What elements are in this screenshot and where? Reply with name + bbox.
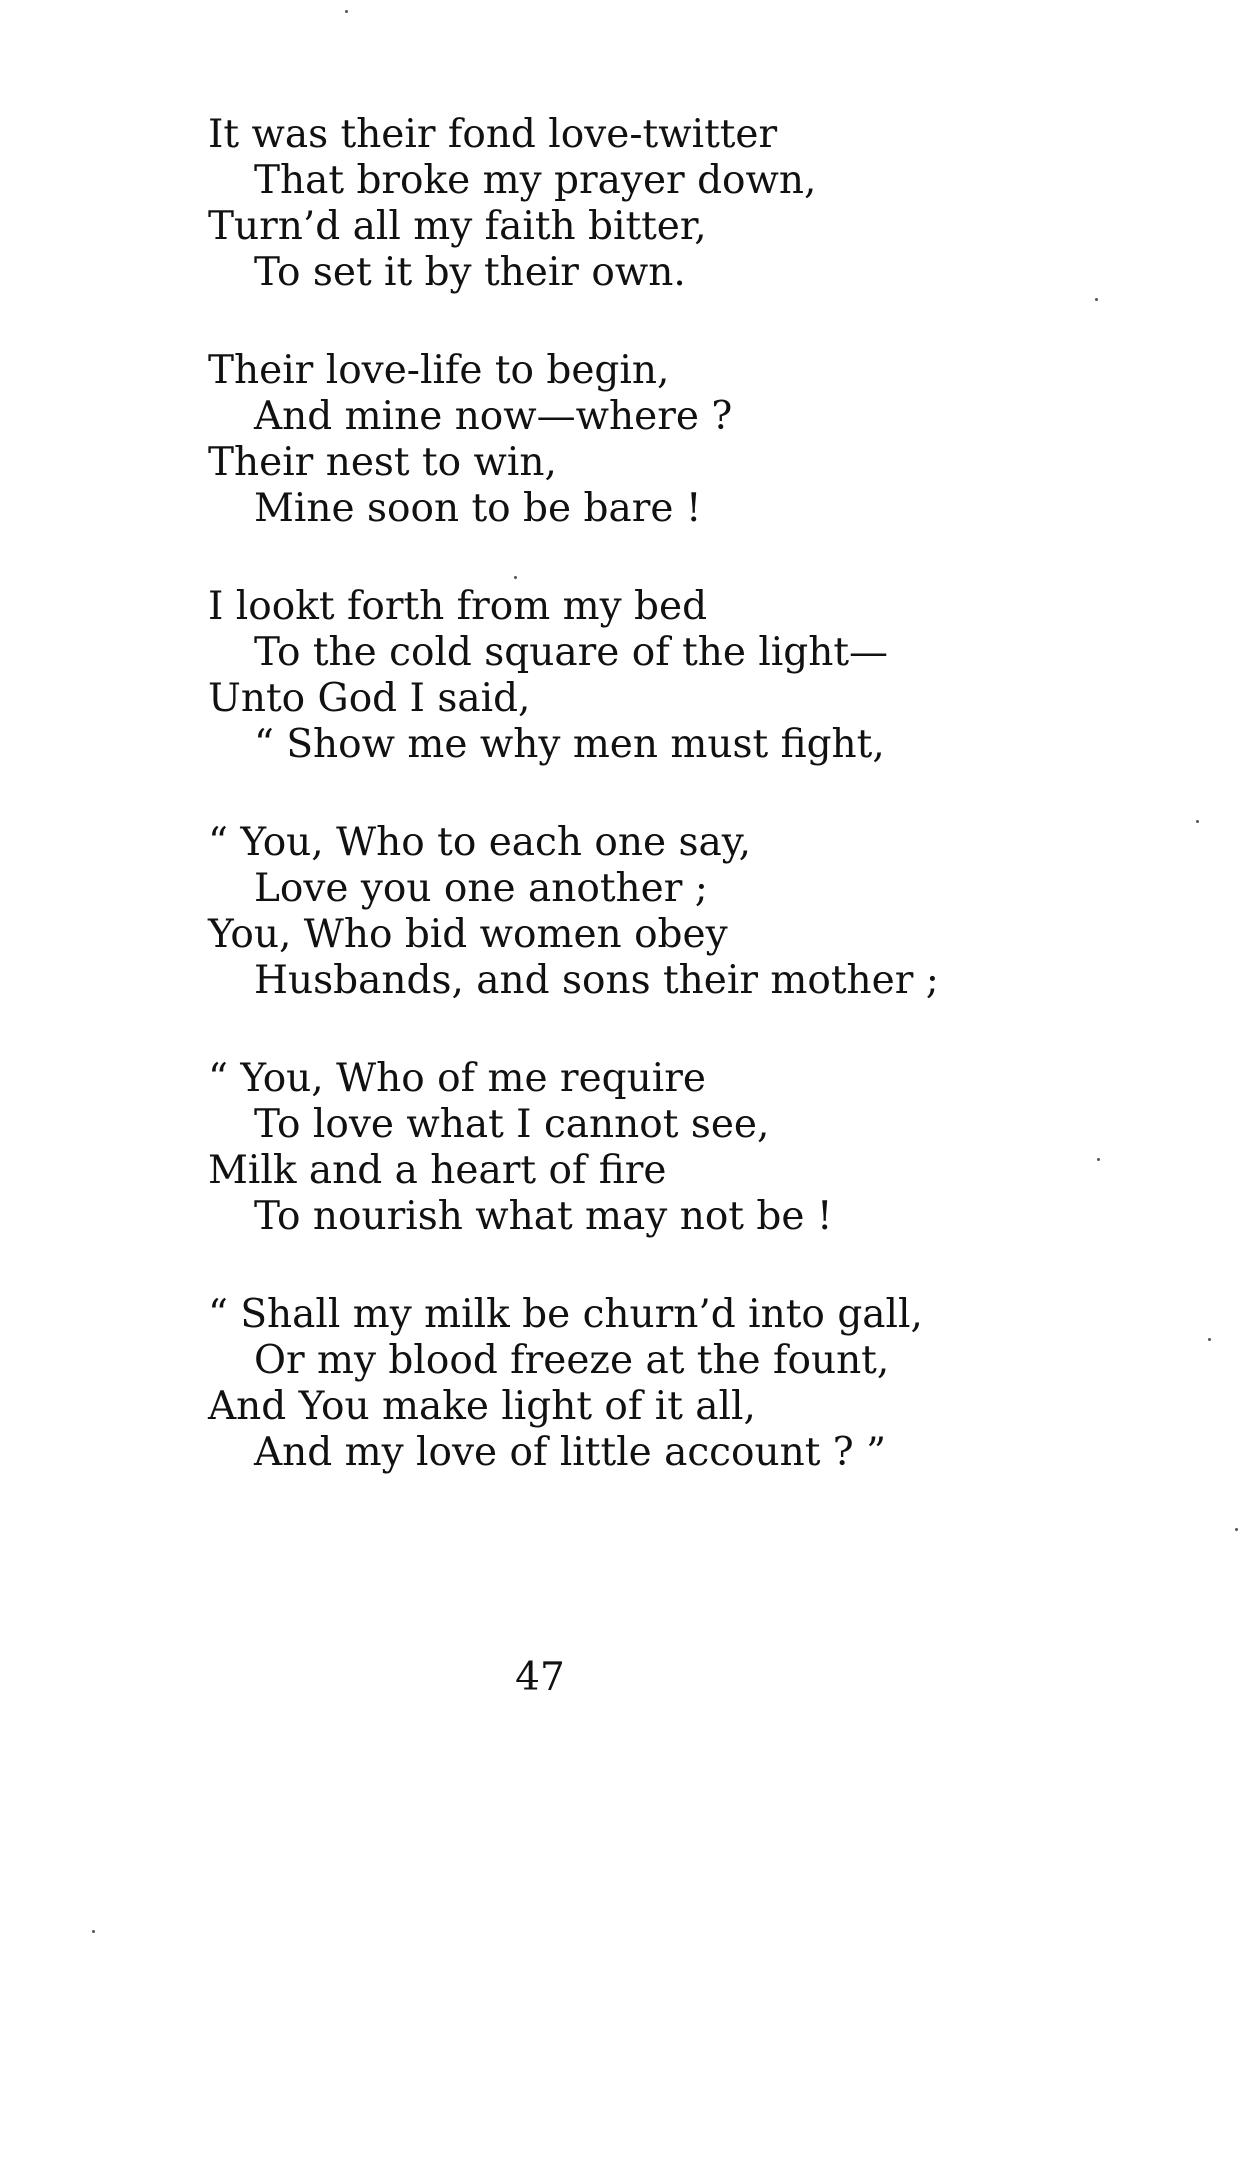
paper-speck [92,1930,95,1933]
paper-speck [1097,1158,1100,1161]
paper-speck [1235,1528,1238,1531]
poem-line: Love you one another ; [254,866,708,911]
paper-speck [514,576,517,579]
poem-line: To set it by their own. [254,250,686,295]
poem-line: To the cold square of the light— [254,630,889,675]
poem-line: “ You, Who to each one say, [208,820,751,865]
poem-line: To love what I cannot see, [254,1102,770,1147]
poem-line: “ Shall my milk be churn’d into gall, [208,1292,923,1337]
poem-line: It was their fond love-twitter [208,112,778,157]
paper-speck [345,10,348,13]
stanza-4 [208,820,1168,1004]
stanza-3 [208,584,1168,768]
poem-line: Husbands, and sons their mother ; [254,958,939,1003]
stanza-1 [208,112,1168,296]
poem-line: Mine soon to be bare ! [254,486,702,531]
poem [208,112,1168,1528]
poem-line: And You make light of it all, [208,1384,756,1429]
poem-line: Their love-life to begin, [208,348,670,393]
page-number: 47 [515,1655,565,1700]
poem-line: Unto God I said, [208,676,531,721]
paper-speck [1208,1338,1211,1341]
poem-line: Turn’d all my faith bitter, [208,204,707,249]
poem-line: Their nest to win, [208,440,557,485]
poem-line: That broke my prayer down, [254,158,817,203]
paper-speck [1196,820,1199,823]
paper-speck [1095,298,1098,301]
poem-line: Or my blood freeze at the fount, [254,1338,890,1383]
poem-line: Milk and a heart of fire [208,1148,667,1193]
stanza-2 [208,348,1168,532]
poem-line: You, Who bid women obey [208,912,728,957]
stanza-5 [208,1056,1168,1240]
poem-line: To nourish what may not be ! [254,1194,833,1239]
poem-line: And my love of little account ? ” [254,1430,887,1475]
stanza-6 [208,1292,1168,1476]
poem-line: “ Show me why men must fight, [254,722,885,767]
poem-line: I lookt forth from my bed [208,584,708,629]
poem-line: And mine now—where ? [254,394,733,439]
poem-line: “ You, Who of me require [208,1056,706,1101]
